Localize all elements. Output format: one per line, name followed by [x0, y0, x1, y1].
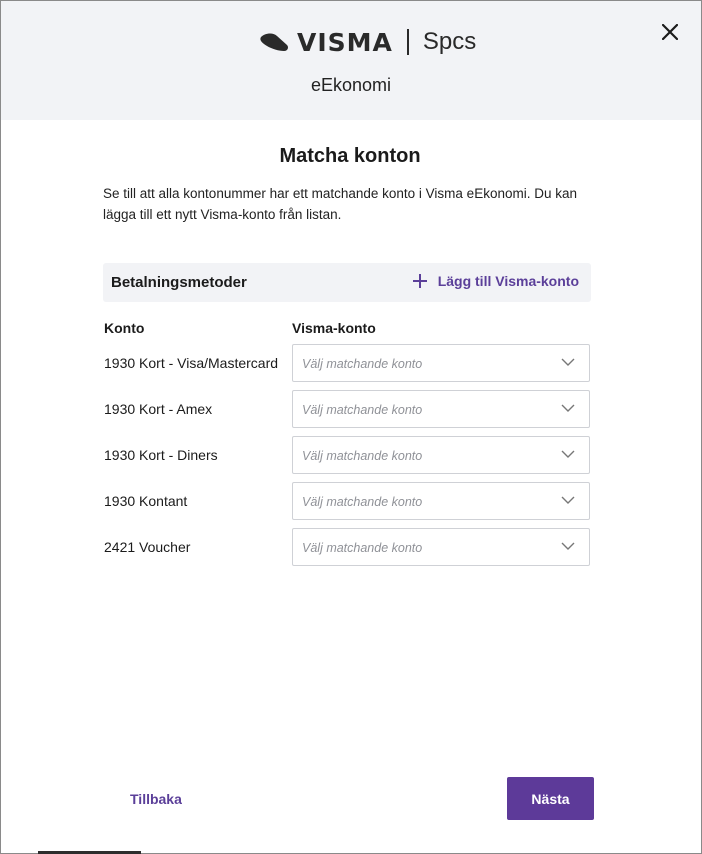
add-visma-account-link[interactable]: [412, 273, 579, 289]
chevron-down-icon: [561, 541, 575, 551]
account-label: 1930 Kort - Diners: [104, 447, 218, 463]
product-name: Spcs: [422, 28, 477, 55]
section-title: Betalningsmetoder: [111, 274, 247, 291]
account-label: 1930 Kort - Visa/Mastercard: [104, 355, 279, 371]
chevron-down-icon: [561, 403, 575, 413]
page-description: Se till att alla kontonummer har ett matchande konto i Visma eEkonomi. Du kan lägga till ett nytt Visma-konto från listan.: [103, 186, 577, 222]
select-placeholder: Välj matchande konto: [302, 449, 423, 463]
chevron-down-icon: [561, 449, 575, 459]
select-placeholder: Välj matchande konto: [302, 495, 423, 509]
logo-separator: [407, 29, 409, 55]
select-placeholder: Välj matchande konto: [302, 403, 423, 417]
account-match-select[interactable]: [292, 344, 590, 382]
chevron-down-icon: [561, 495, 575, 505]
account-match-select[interactable]: [292, 528, 590, 566]
account-label: 1930 Kontant: [104, 493, 188, 509]
close-icon: [662, 24, 678, 40]
select-placeholder: Välj matchande konto: [302, 541, 423, 555]
chevron-down-icon: [561, 357, 575, 367]
dialog-header: [1, 1, 701, 120]
add-visma-account-label: Lägg till Visma-konto: [437, 273, 579, 289]
payment-methods-section-header: [103, 263, 591, 302]
account-match-select[interactable]: [292, 436, 590, 474]
select-placeholder: Välj matchande konto: [302, 357, 423, 371]
visma-spcs-logo: [259, 27, 476, 57]
app-name: eEkonomi: [310, 75, 392, 95]
account-label: 2421 Voucher: [104, 539, 191, 555]
account-label: 1930 Kort - Amex: [104, 401, 213, 417]
account-match-select[interactable]: [292, 482, 590, 520]
visma-wordmark: VISMA: [297, 27, 393, 57]
visma-logo-mark-icon: [259, 31, 291, 53]
back-button[interactable]: Tillbaka: [130, 791, 182, 807]
next-button[interactable]: Nästa: [507, 777, 594, 820]
close-button[interactable]: [657, 19, 683, 45]
column-header-visma-konto: Visma-konto: [292, 320, 376, 336]
account-match-select[interactable]: [292, 390, 590, 428]
page-title: Matcha konton: [279, 145, 421, 167]
column-header-konto: Konto: [104, 320, 145, 336]
plus-icon: [412, 273, 428, 289]
